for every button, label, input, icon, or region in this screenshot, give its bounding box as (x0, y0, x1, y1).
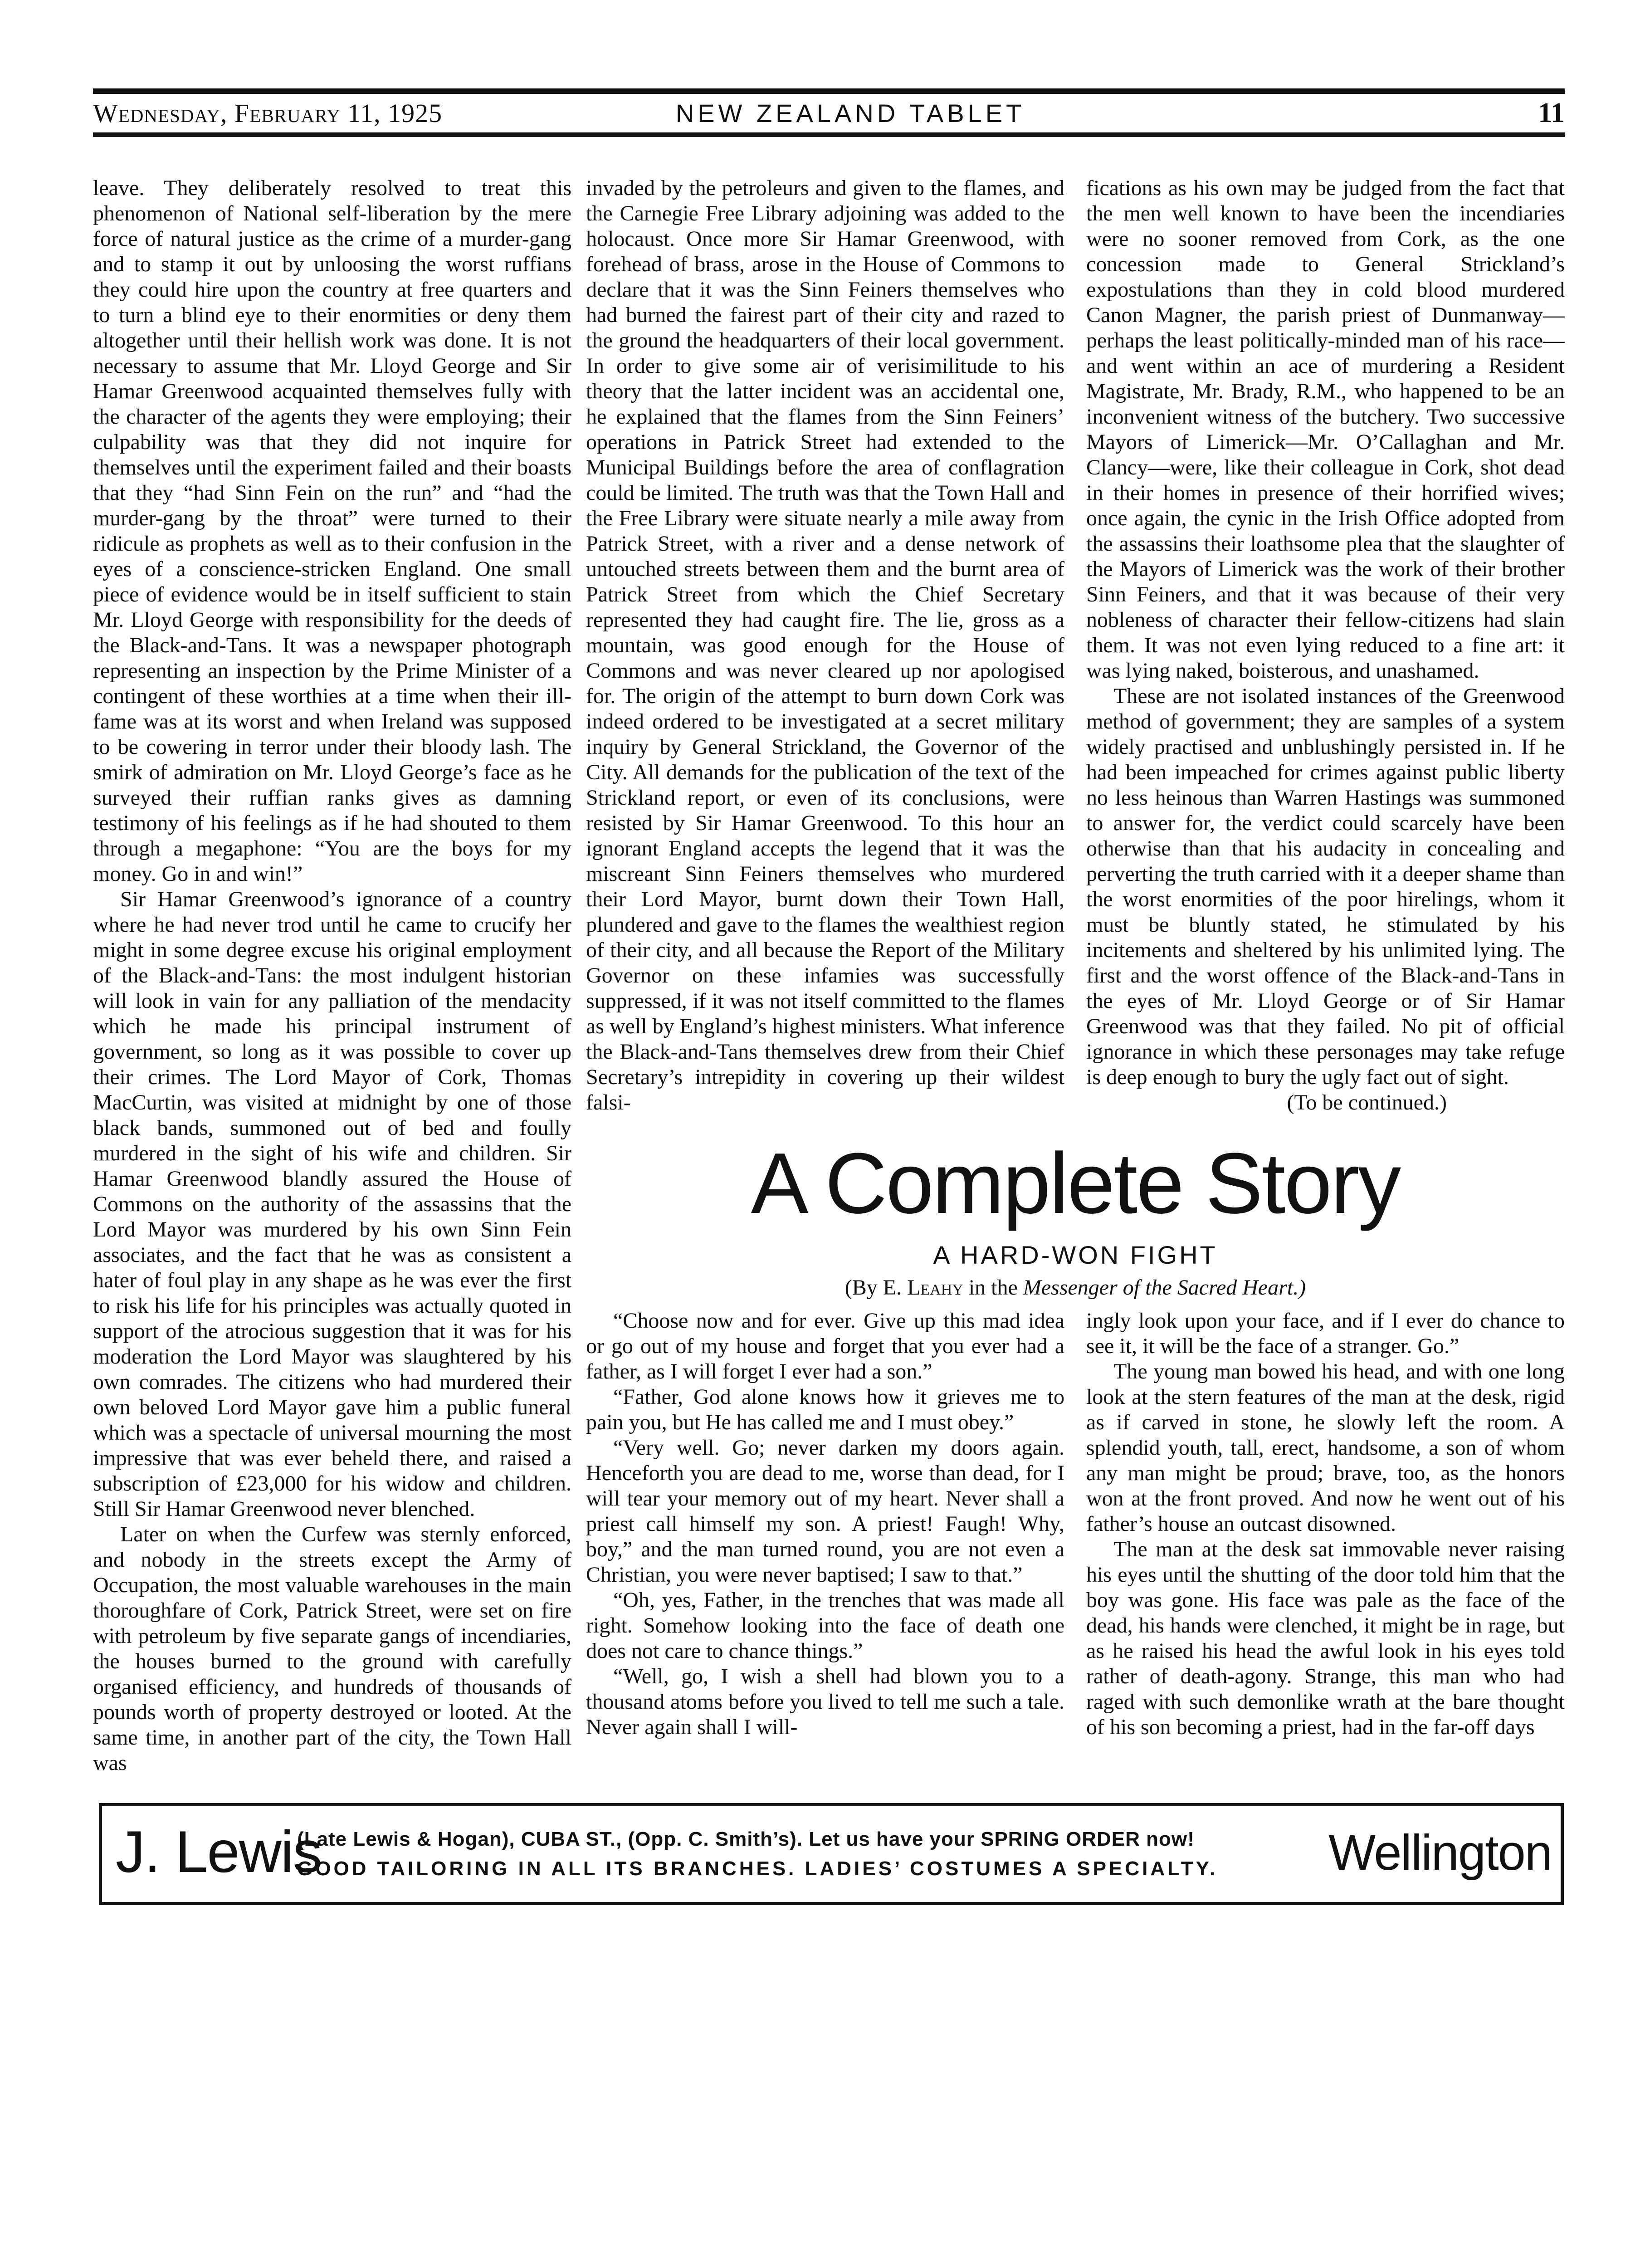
paragraph: invaded by the petroleurs and given to the flames, and the Carnegie Free Library adjoining was added to the holocaust. Once more Sir Hamar Greenwood, with forehead of brass, arose in the House of Commons to declare that it was the Sinn Feiners themselves who had burned the fairest part of their city and razed to the ground the headquarters of their local government. In order to give some air of verisimilitude to his theory that the latter incident was an accidental one, he explained that the flames from the Sinn Feiners’ operations in Patrick Street had extended to the Municipal Buildings before the area of conflagration could be limited. The truth was that the Town Hall and the Free Library were situate nearly a mile away from Patrick Street, with a river and a dense network of untouched streets between them and the burnt area of Patrick Street from which the Chief Secretary represented they had caught fire. The lie, gross as a mountain, was good enough for the House of Commons and was never cleared up nor apologised for. The origin of the attempt to burn down Cork was indeed ordered to be investigated at a secret military inquiry by General Strickland, the Governor of the City. All demands for the publication of the text of the Strickland report, or even of its conclusions, were resisted by Sir Hamar Greenwood. To this hour an ignorant England accepts the legend that it was the miscreant Sinn Feiners themselves who murdered their Lord Mayor, burnt down their Town Hall, plundered and gave to the flames the wealthiest region of their city, and all because the Report of the Military Governor on these infamies was successfully suppressed, if it was not itself committed to the flames as well by England’s highest ministers. What inference the Black-and-Tans themselves drew from their Chief Secretary’s intrepidity in covering up their wildest falsi- (586, 176, 1064, 1114)
story-column-1 (586, 1308, 1064, 1740)
author-name: E. Leahy (883, 1276, 963, 1300)
story-heading: A Complete Story (751, 1135, 1400, 1232)
header-top-rule (93, 88, 1565, 94)
page-number: 11 (1538, 98, 1565, 128)
article-column-3 (1086, 176, 1565, 1115)
byline-prefix: (By (844, 1276, 878, 1300)
source-name: Messenger of the Sacred Heart.) (1023, 1276, 1306, 1300)
paragraph: fications as his own may be judged from the fact that the men well known to have been the incendiaries were no sooner removed from Cork, as the one concession made to General Strickland’s expostulations than they in cold blood murdered Canon Magner, the parish priest of Dunmanway—perhaps the least politically-minded man of his race—and went within an ace of murdering a Resident Magistrate, Mr. Brady, R.M., who happened to be an inconvenient witness of the butchery. Two successive Mayors of Limerick—Mr. O’Callaghan and Mr. Clancy—were, like their colleague in Cork, shot dead in their homes in presence of their horrified wives; once again, the cynic in the Irish Office adopted from the assassins their loathsome plea that the slaughter of the Mayors of Limerick was the work of their brother Sinn Feiners, and that it was because of their very nobleness of character their fellow-citizens had slain them. It was not even lying reduced to a fine art: it was lying naked, boisterous, and unashamed. (1086, 176, 1565, 683)
paragraph: “Very well. Go; never darken my doors again. Henceforth you are dead to me, worse than dead, for I will tear your memory out of my heart. Never shall a priest call himself my son. A priest! Faugh! Why, boy,” and the man turned round, you are not even a Christian, you were never baptised; I saw to that.” (586, 1436, 1064, 1587)
to-be-continued: (To be continued.) (1287, 1090, 1447, 1114)
byline-mid: in the (968, 1276, 1018, 1300)
advert-line-2: GOOD TAILORING IN ALL ITS BRANCHES. LADIES’ COSTUMES A SPECIALTY. (297, 1857, 1218, 1880)
paragraph: “Father, God alone knows how it grieves me to pain you, but He has called me and I must obey.” (586, 1385, 1064, 1434)
paragraph: “Oh, yes, Father, in the trenches that was made all right. Somehow looking into the face of death one does not care to chance things.” (586, 1588, 1064, 1663)
article-column-2 (586, 176, 1064, 1115)
advertiser-name: J. Lewis (116, 1818, 322, 1885)
article-column-1 (93, 176, 571, 1776)
issue-date: Wednesday, February 11, 1925 (93, 98, 443, 128)
advert-city: Wellington (1328, 1825, 1552, 1881)
header-bottom-rule (93, 132, 1565, 137)
publication-title: NEW ZEALAND TABLET (675, 99, 1025, 127)
paragraph: “Well, go, I wish a shell had blown you to a thousand atoms before you lived to tell me such a tale. Never again shall I will- (586, 1664, 1064, 1739)
advertisement-box (99, 1803, 1564, 1905)
paragraph: Sir Hamar Greenwood’s ignorance of a country where he had never trod until he came to crucify her might in some degree excuse his original employment of the Black-and-Tans: the most indulgent historian will look in vain for any palliation of the mendacity which he made his principal instrument of government, so long as it was possible to cover up their crimes. The Lord Mayor of Cork, Thomas MacCurtin, was visited at midnight by one of those black bands, summoned out of bed and foully murdered in the sight of his wife and children. Sir Hamar Greenwood blandly assured the House of Commons on the authority of the assassins that the Lord Mayor was murdered by his own Sinn Fein associates, and the fact that he was as consistent a hater of foul play in any shape as he was ever the first to risk his life for his principles was actually quoted in support of the atrocious suggestion that it was for his moderation the Lord Mayor was slaughtered by his own comrades. The citizens who had murdered their own beloved Lord Mayor gave him a public funeral which was a spectacle of universal mourning the most impressive that was ever beheld there, and raised a subscription of £23,000 for his widow and children. Still Sir Hamar Greenwood never blenched. (93, 887, 571, 1521)
paragraph: The man at the desk sat immovable never raising his eyes until the shutting of the door told him that the boy was gone. His face was pale as the face of the dead, his hands were clenched, it might be in rage, but as he raised his head the awful look in his eyes told rather of death-agony. Strange, this man who had raged with such demonlike wrath at the bare thought of his son becoming a priest, had in the far-off days (1086, 1537, 1565, 1739)
story-body (586, 1308, 1565, 1740)
paragraph: These are not isolated instances of the Greenwood method of government; they are samples of a system widely practised and unblushingly persisted in. If he had been impeached for crimes against public liberty no less heinous than Warren Hastings was summoned to answer for, the verdict could scarcely have been otherwise than that his audacity in concealing and perverting the truth carried with it a deeper shame than the worst enormities of the poor hirelings, whom it must be bluntly stated, he stimulated by his incitements and sheltered by his unlimited lying. The first and the worst offence of the Black-and-Tans in the eyes of Mr. Lloyd George or of Sir Hamar Greenwood was that they failed. No pit of official ignorance in which these personages may take refuge is deep enough to bury the ugly fact out of sight. (1086, 684, 1565, 1089)
paragraph: leave. They deliberately resolved to treat this phenomenon of National self-liberation by the mere force of natural justice as the crime of a murder-gang and to stamp it out by unloosing the worst ruffians they could hire upon the country at free quarters and to turn a blind eye to their enormities or deny them altogether until their hellish work was done. It is not necessary to assume that Mr. Lloyd George and Sir Hamar Greenwood acquainted themselves fully with the character of the agents they were employing; their culpability was that they did not inquire for themselves until the experiment failed and their boasts that they “had Sinn Fein on the run” and “had the murder-gang by the throat” were turned to their ridicule as prophets as well as to their confusion in the eyes of a conscience-stricken England. One small piece of evidence would be in itself sufficient to stain Mr. Lloyd George with responsibility for the deeds of the Black-and-Tans. It was a newspaper photograph representing an inspection by the Prime Minister of a contingent of these worthies at a time when their ill-fame was at its worst and when Ireland was supposed to be cowering in terror under their bloody lash. The smirk of admiration on Mr. Lloyd George’s face as he surveyed their ruffian ranks gives as damning testimony of his feelings as if he had shouted to them through a megaphone: “You are the boys for my money. Go in and win!” (93, 176, 571, 886)
paragraph: The young man bowed his head, and with one long look at the stern features of the man at the desk, rigid as if carved in stone, he slowly left the room. A splendid youth, tall, erect, handsome, a son of whom any man might be proud; brave, too, as the honors won at the front proved. And now he went out of his father’s house an outcast disowned. (1086, 1359, 1565, 1536)
paragraph: Later on when the Curfew was sternly enforced, and nobody in the streets except the Army of Occupation, the most valuable warehouses in the main thoroughfare of Cork, Patrick Street, were set on fire with petroleum by five separate gangs of incendiaries, the houses burned to the ground with carefully organised efficiency, and hundreds of thousands of pounds worth of property destroyed or looted. At the same time, in another part of the city, the Town Hall was (93, 1522, 571, 1775)
right-columns (586, 176, 1565, 1740)
article-continuation (586, 176, 1565, 1115)
page-body (93, 176, 1565, 1776)
page-header (93, 94, 1565, 132)
story-column-2 (1086, 1308, 1565, 1740)
story-byline (586, 1272, 1565, 1304)
paragraph: ingly look upon your face, and if I ever do chance to see it, it will be the face of a stranger. Go.” (1086, 1309, 1565, 1358)
story-title: A HARD-WON FIGHT (933, 1241, 1218, 1269)
paragraph: “Choose now and for ever. Give up this mad idea or go out of my house and forget that you ever had a father, as I will forget I ever had a son.” (586, 1309, 1064, 1383)
advert-line-1: (Late Lewis & Hogan), CUBA ST., (Opp. C. Smith’s). Let us have your SPRING ORDER now! (297, 1828, 1195, 1850)
